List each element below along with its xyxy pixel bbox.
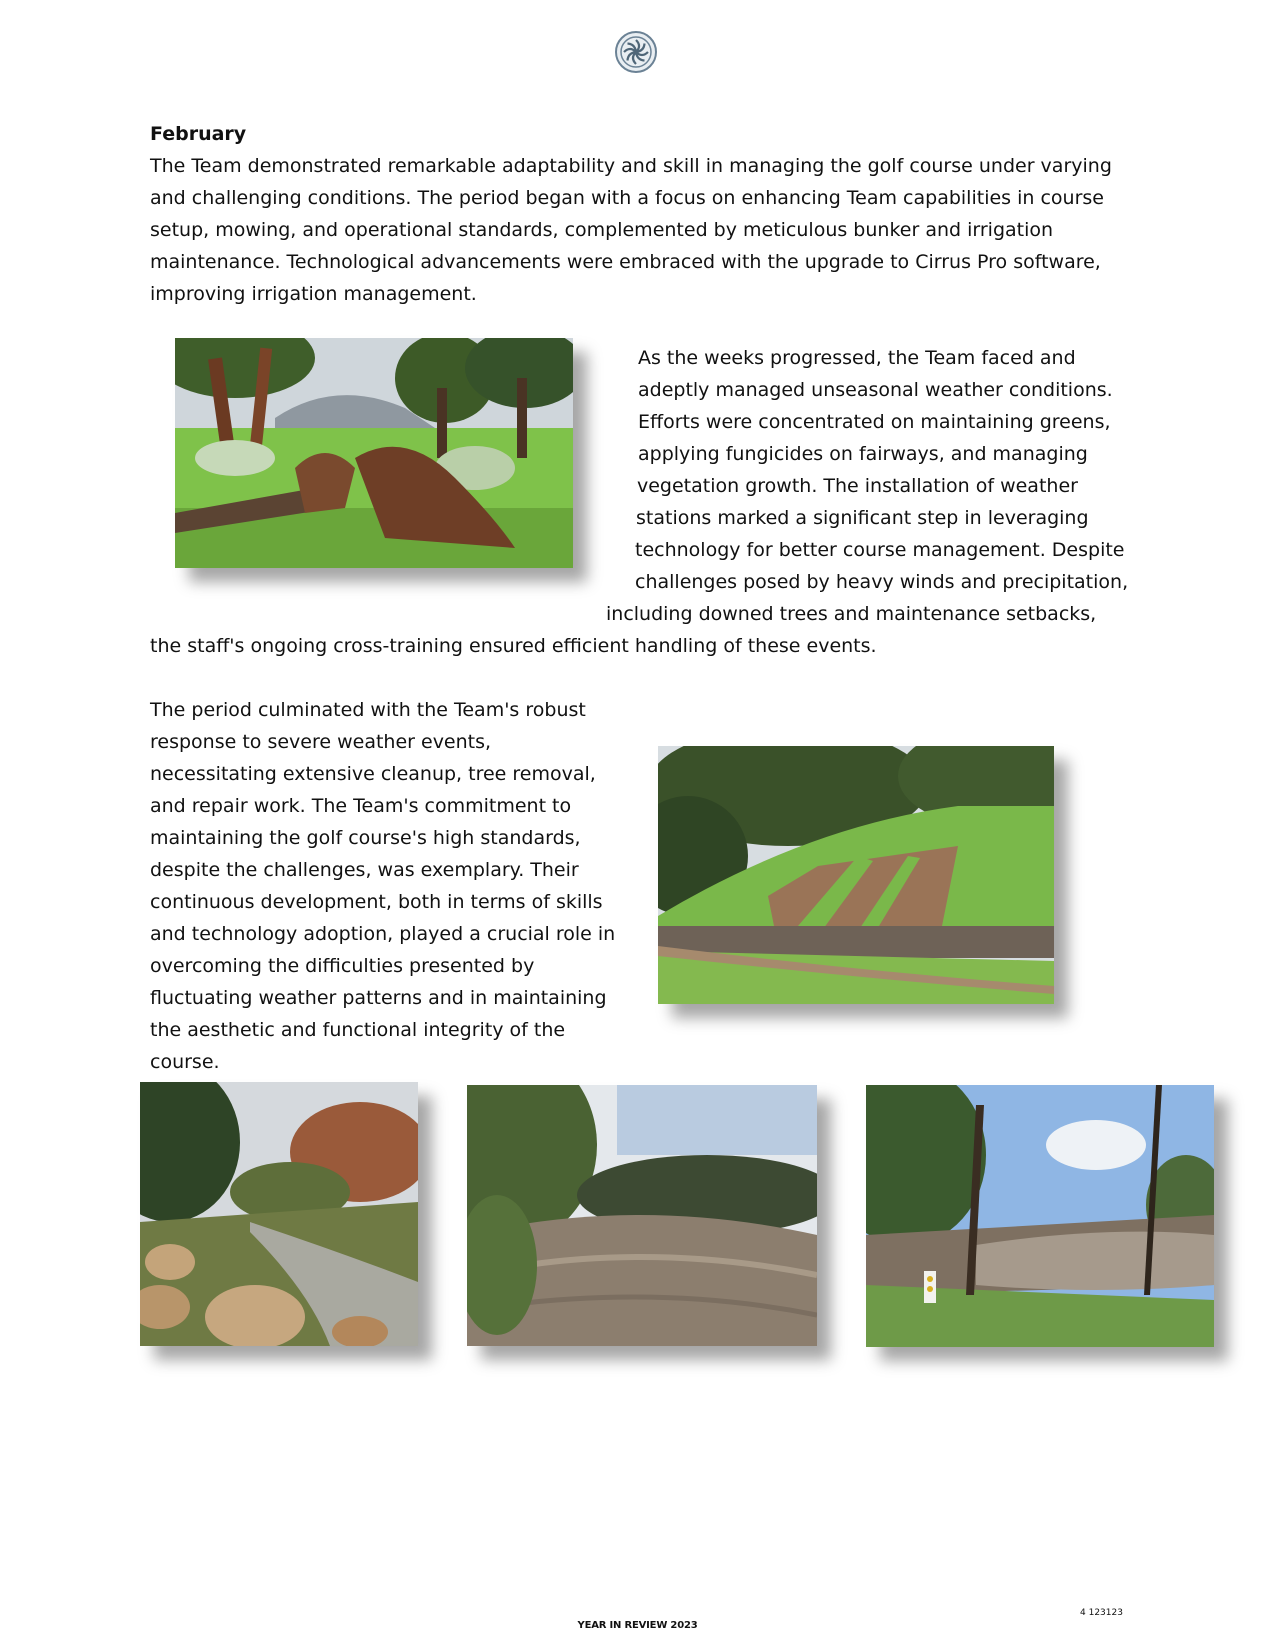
club-logo-icon	[614, 30, 658, 74]
eroded-hillside-photo	[658, 746, 1054, 1004]
weather-line: As the weeks progressed, the Team faced and	[638, 347, 1076, 369]
weather-line: technology for better course management. Despite	[635, 539, 1125, 561]
weather-line: applying fungicides on fairways, and managing	[638, 443, 1088, 465]
weather-line: including downed trees and maintenance setbacks,	[606, 603, 1097, 625]
fallen-tree-photo	[175, 338, 573, 568]
intro-paragraph: The Team demonstrated remarkable adaptability and skill in managing the golf course under varying and challenging conditions. The period began with a focus on enhancing Team capabilities in course setup, mowing, and operational standards, complemented by meticulous bunker and irrigation maintenance. Technological advancements were embraced with the upgrade to Cirrus Pro software, improving irrigation management.	[150, 155, 1112, 305]
page-number: 4 123123	[1080, 1608, 1123, 1618]
weather-line: stations marked a significant step in leveraging	[636, 507, 1089, 529]
footer-title: YEAR IN REVIEW 2023	[577, 1620, 698, 1631]
weather-line: Efforts were concentrated on maintaining greens,	[638, 411, 1111, 433]
mudflow-photo	[467, 1085, 817, 1346]
section-title: February	[150, 123, 247, 145]
flooded-creek-photo	[866, 1085, 1214, 1347]
creek-rocks-photo	[140, 1082, 418, 1346]
weather-line: challenges posed by heavy winds and precipitation,	[635, 571, 1129, 593]
weather-line: the staff's ongoing cross-training ensured efficient handling of these events.	[150, 635, 877, 657]
weather-line: adeptly managed unseasonal weather conditions.	[638, 379, 1113, 401]
weather-line: vegetation growth. The installation of weather	[637, 475, 1078, 497]
conclusion-paragraph: The period culminated with the Team's robust response to severe weather events, necessitating extensive cleanup, tree removal, and repair work. The Team's commitment to maintaining the golf course's high standards, despite the challenges, was exemplary. Their continuous development, both in terms of skills and technology adoption, played a crucial role in overcoming the difficulties presented by fluctuating weather patterns and in maintaining the aesthetic and functional integrity of the course.	[150, 699, 616, 1073]
